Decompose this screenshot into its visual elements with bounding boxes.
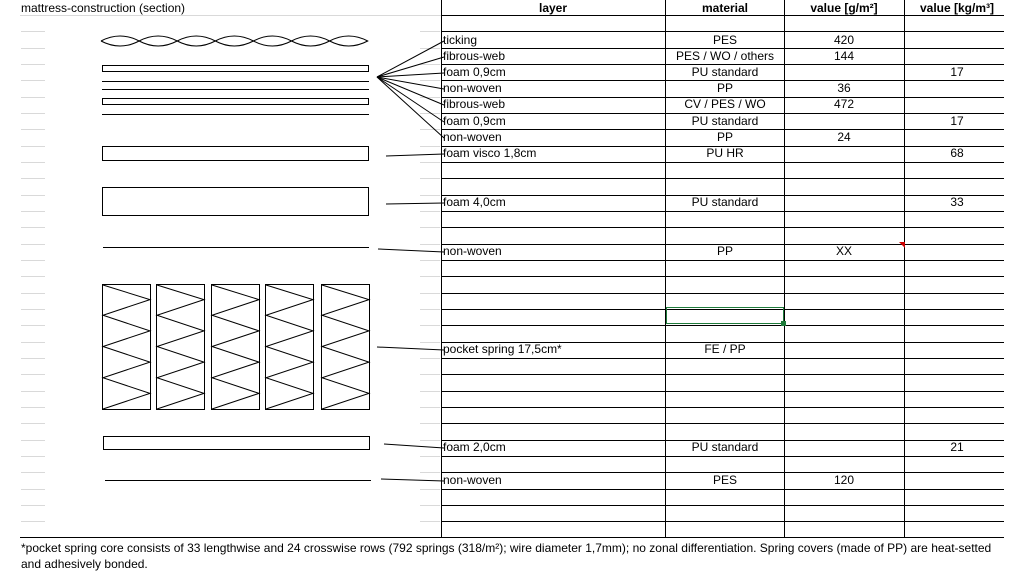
leader-line [377,77,444,138]
cell-value-kgm3[interactable] [905,81,1009,96]
cell-material[interactable]: PU standard [691,195,759,209]
leader-line [377,77,444,122]
cell-material[interactable]: PP [716,81,733,95]
footnote[interactable]: *pocket spring core consists of 33 lengthwise and 24 crosswise rows (792 springs (318/m²); wire diameter 1,7mm); no zonal differentiation. Spring covers (made of PP) are heat-setted and adhesively bonded. [21,541,992,571]
cell-value-gm2[interactable]: 472 [833,97,855,111]
cell-material[interactable]: PU standard [691,440,759,454]
cell-value-kgm3[interactable] [905,33,1009,48]
spring-coil-drawing [103,285,150,409]
cell-value-kgm3[interactable] [905,49,1009,64]
cell-value-gm2[interactable] [785,65,903,80]
leader-line [381,479,444,481]
leader-line [384,444,444,448]
cell-value-kgm3[interactable] [905,97,1009,112]
cell-value-gm2[interactable]: 24 [837,130,851,144]
cell-layer[interactable]: non-woven [443,244,502,258]
spring-coil-drawing [157,285,204,409]
fill-handle[interactable] [781,321,786,326]
leader-line [378,249,444,252]
cell-layer[interactable]: ticking [443,33,478,47]
cell-value-gm2[interactable] [785,146,903,161]
cell-value-kgm3[interactable]: 17 [950,114,964,128]
cell-material[interactable]: CV / PES / WO [684,97,766,111]
cell-material[interactable]: PU standard [691,114,759,128]
cell-layer[interactable]: non-woven [443,81,502,95]
cell-value-gm2[interactable] [785,195,903,210]
leader-line [386,203,444,204]
cell-layer[interactable]: pocket spring 17,5cm* [443,342,562,356]
foam-2cm-layer-drawing [104,437,370,450]
cell-material[interactable]: PU standard [691,65,759,79]
cell-material[interactable]: PP [716,244,733,258]
comment-indicator[interactable] [899,242,905,248]
cell-layer[interactable]: non-woven [443,130,502,144]
header-value-gm2[interactable]: value [g/m²] [810,1,878,15]
foam-visco-layer-drawing [103,147,369,161]
header-value-kgm3[interactable]: value [kg/m³] [919,1,994,15]
cell-value-kgm3[interactable] [905,130,1009,145]
cell-material[interactable]: FE / PP [704,342,746,356]
spring-coil-drawing [266,285,313,409]
cell-value-gm2[interactable]: 120 [833,473,855,487]
cell-material[interactable]: PP [716,130,733,144]
cell-value-gm2[interactable] [785,114,903,129]
spring-coil-drawing [322,285,369,409]
cell-value-gm2[interactable]: 36 [837,81,851,95]
leader-line [377,77,444,89]
foam-4cm-layer-drawing [103,188,369,216]
cell-value-gm2[interactable] [785,440,903,455]
cell-value-kgm3[interactable]: 17 [950,65,964,79]
cell-material[interactable]: PU HR [706,146,744,160]
cell-layer[interactable]: fibrous-web [443,49,506,63]
foam-layer-drawing [103,99,369,105]
cell-value-gm2[interactable]: 420 [833,33,855,47]
cell-layer[interactable]: foam 0,9cm [443,65,506,79]
cell-value-gm2[interactable]: 144 [833,49,855,63]
cell-value-gm2[interactable] [785,342,903,357]
cell-material[interactable]: PES / WO / others [675,49,775,63]
cell-layer[interactable]: fibrous-web [443,97,506,111]
leader-line [377,41,444,77]
ticking-layer-drawing [101,36,368,46]
leader-line [377,347,444,350]
cell-layer[interactable]: foam 4,0cm [443,195,506,209]
cell-value-kgm3[interactable]: 68 [950,146,964,160]
leader-line [386,154,444,156]
cell-value-kgm3[interactable] [905,244,1009,259]
cell-layer[interactable]: foam 0,9cm [443,114,506,128]
cell-value-kgm3[interactable]: 33 [950,195,964,209]
cell-value-kgm3[interactable] [905,342,1009,357]
sheet-title[interactable]: mattress-construction (section) [21,1,186,15]
cell-value-gm2[interactable]: XX [835,244,852,258]
foam-layer-drawing [103,66,369,72]
cell-layer[interactable]: foam 2,0cm [443,440,506,454]
cell-material[interactable]: PES [712,33,737,47]
header-material[interactable]: material [701,1,749,15]
cell-material[interactable]: PES [712,473,737,487]
spring-coil-drawing [212,285,259,409]
cell-value-kgm3[interactable] [905,473,1009,488]
selected-cell[interactable] [666,307,784,324]
cell-layer[interactable]: non-woven [443,473,502,487]
cell-value-kgm3[interactable]: 21 [950,440,964,454]
header-layer[interactable]: layer [538,1,568,15]
cell-layer[interactable]: foam visco 1,8cm [443,146,537,160]
leader-line [377,77,444,105]
